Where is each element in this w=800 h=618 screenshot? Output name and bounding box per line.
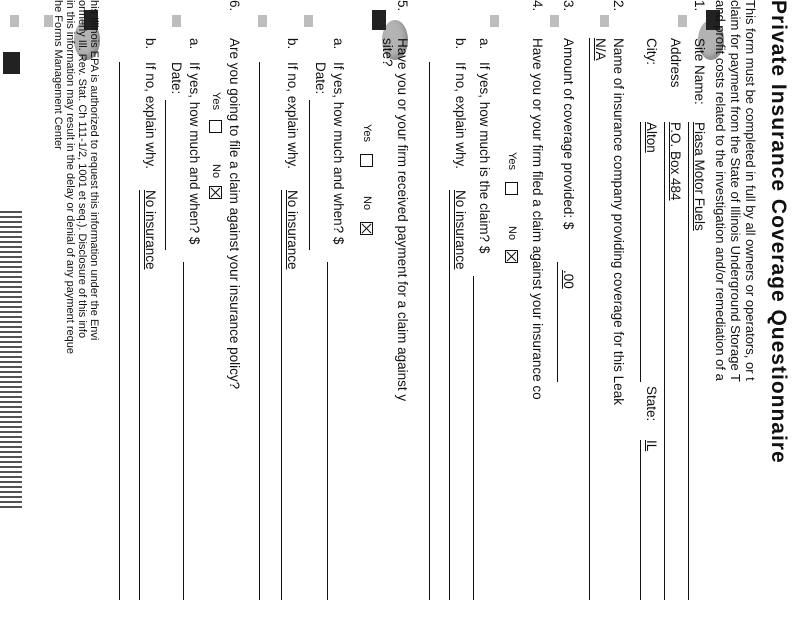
explain-why-line: [281, 190, 282, 600]
state-value[interactable]: IL: [644, 440, 659, 452]
file-claim-no-checkbox[interactable]: [209, 186, 222, 199]
explain-why-line: [139, 190, 140, 600]
payment-received-label: Have you or your firm received payment for a claim against y: [395, 38, 410, 402]
form-intro: [713, 0, 758, 382]
site-name-line: [688, 122, 689, 600]
site-name-label: Site Name:: [692, 38, 707, 105]
item-letter: b.: [143, 38, 158, 50]
item-letter: a.: [477, 38, 492, 50]
no-label: No: [210, 164, 222, 179]
payment-received-yes-checkbox[interactable]: [360, 154, 373, 167]
coverage-amount-label: Amount of coverage provided: $: [561, 38, 576, 230]
item-letter: b.: [285, 38, 300, 50]
intro-line: claim for payment from the State of Illinois Underground Storage T: [728, 0, 743, 383]
footer-line: ormerly Ill. Rev. Stat. Ch 111-1/2, 1001 et seq.). Disclosure of this info: [76, 0, 88, 339]
explain-why-line-2: [429, 62, 430, 600]
yes-label: Yes: [361, 124, 373, 142]
coverage-amount-value[interactable]: .00: [561, 270, 576, 289]
address-line: [664, 122, 665, 600]
coverage-amount-line: [557, 262, 558, 382]
question-number: 2.: [611, 0, 626, 12]
payment-amount-label: If yes, how much and when? $: [331, 62, 346, 245]
claim-plan-amount-line: [183, 262, 184, 600]
footer-line: his Illinois EPA is authorized to request this information under the Envi: [88, 0, 100, 341]
claim-filed-no-checkbox[interactable]: [505, 250, 518, 263]
city-value[interactable]: Alton: [644, 122, 659, 153]
insurance-company-value[interactable]: N/A: [593, 38, 608, 61]
insurance-company-line: [589, 38, 590, 600]
explain-why-value[interactable]: No insurance: [143, 190, 158, 270]
file-claim-label: Are you going to file a claim against your insurance policy?: [227, 38, 242, 390]
question-number: 3.: [561, 0, 576, 12]
state-line: [640, 440, 641, 600]
question-number: 4.: [530, 0, 545, 12]
footer-line: in this information may result in the delay or denial of any payment reque: [64, 0, 76, 355]
address-value[interactable]: P.O. Box 484: [668, 122, 683, 201]
explain-why-label: If no, explain why.: [285, 62, 300, 170]
explain-why-line-2: [259, 62, 260, 600]
explain-why-line: [449, 190, 450, 600]
explain-why-label: If no, explain why.: [453, 62, 468, 170]
insurance-company-label: Name of insurance company providing coverage for this Leak: [611, 38, 626, 405]
state-label: State:: [644, 386, 659, 422]
legal-footer: [52, 0, 100, 354]
payment-date-line: [309, 100, 310, 250]
yes-label: Yes: [506, 152, 518, 170]
rotated-form-page: [30, 0, 790, 600]
explain-why-value[interactable]: No insurance: [453, 190, 468, 270]
item-letter: a.: [187, 38, 202, 50]
claim-filed-label: Have you or your firm filed a claim against your insurance co: [530, 38, 545, 400]
form-title: Private Insurance Coverage Questionnaire: [767, 0, 790, 464]
question-number: 6.: [227, 0, 242, 12]
address-label: Address: [668, 38, 683, 88]
explain-why-line-2: [119, 62, 120, 600]
explain-why-label: If no, explain why.: [143, 62, 158, 170]
question-number: 1.: [692, 0, 707, 12]
payment-received-label-2: site?: [380, 38, 395, 67]
claim-filed-yes-checkbox[interactable]: [505, 182, 518, 195]
intro-line: and profit costs related to the investigation and/or remediation of a: [713, 0, 728, 381]
claim-plan-date-line: [165, 100, 166, 250]
item-letter: a.: [331, 38, 346, 50]
payment-date-label: Date:: [313, 62, 328, 95]
city-line: [640, 122, 641, 382]
item-letter: b.: [453, 38, 468, 50]
file-claim-yes-checkbox[interactable]: [209, 120, 222, 133]
payment-amount-line: [327, 262, 328, 600]
claim-plan-date-label: Date:: [169, 62, 184, 95]
no-label: No: [506, 226, 518, 241]
intro-line: This form must be completed in full by all owners or operators, or t: [743, 0, 758, 381]
claim-amount-line: [473, 276, 474, 600]
site-name-value[interactable]: Piasa Motor Fuels: [692, 122, 707, 231]
payment-received-no-checkbox[interactable]: [360, 222, 373, 235]
city-label: City:: [644, 38, 659, 65]
claim-amount-label: If yes, how much is the claim? $: [477, 62, 492, 254]
claim-plan-amount-label: If yes, how much and when? $: [187, 62, 202, 245]
explain-why-value[interactable]: No insurance: [285, 190, 300, 270]
no-label: No: [361, 196, 373, 211]
yes-label: Yes: [210, 92, 222, 110]
question-number: 5.: [395, 0, 410, 12]
footer-line: he Forms Management Center: [52, 0, 64, 150]
